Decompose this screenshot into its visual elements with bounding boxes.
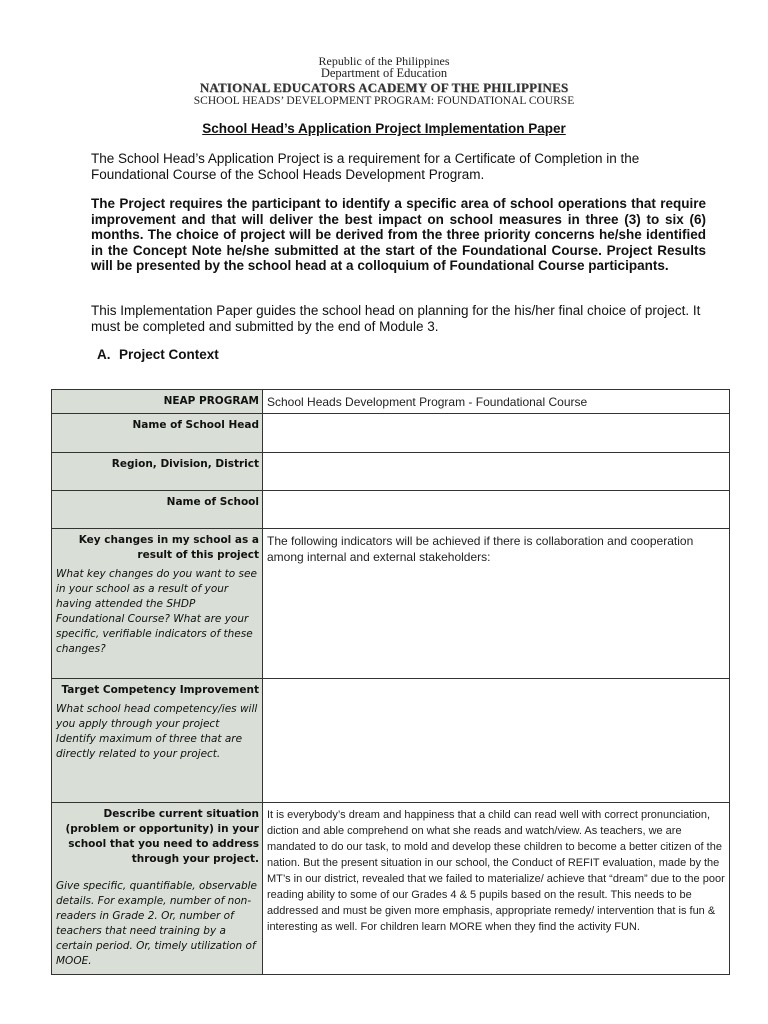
- table-row-school-head: [52, 414, 730, 453]
- situation-label: Describe current situation (problem or opportunity) in your school that you need to address through your project.: [65, 808, 259, 865]
- school-head-field[interactable]: [263, 414, 730, 453]
- section-a-title: Project Context: [119, 347, 219, 362]
- key-changes-prompt: What key changes do you want to see in your school as a result of your having attended the SHDP Foundational Course? What are your specific, verifiable indicators of these changes?: [56, 568, 257, 655]
- table-row-situation: [52, 803, 730, 975]
- table-row-region: [52, 453, 730, 491]
- table-row-school-name: [52, 491, 730, 529]
- neap-program-label: NEAP PROGRAM: [163, 395, 259, 407]
- neap-program-label-cell: [52, 390, 263, 414]
- situation-field[interactable]: It is everybody’s dream and happiness that a child can read well with correct pronunciation, diction and able comprehend on what she reads and watch/view. As teachers, we are mandated to do our task, to mold and develop these children to become a better citizen of the nation. But the present situation in our school, the Conduct of REFIT evaluation, made by the MT’s in our district, revealed that we failed to materialize/ achieve that “dream” due to the poor reading ability to some of our Grades 4 & 5 pupils based on the result. This needs to be addressed and must be given more emphasis, appropriate remedy/ intervention that is fun & interesting as well. For children learn MORE when they find the activity FUN.: [263, 803, 730, 975]
- document-title: School Head’s Application Project Implementation Paper: [202, 121, 566, 136]
- table-row-neap-program: [52, 390, 730, 414]
- intro-paragraph: The School Head’s Application Project is a requirement for a Certificate of Completion in the Foundational Course of the School Heads Development Program.: [91, 151, 640, 182]
- competency-label-cell: [52, 679, 263, 803]
- school-name-label-cell: [52, 491, 263, 529]
- section-a-heading: [97, 347, 219, 362]
- header-academy: NATIONAL EDUCATORS ACADEMY OF THE PHILIPPINES: [199, 80, 569, 95]
- region-label-cell: [52, 453, 263, 491]
- requirements-paragraph: The Project requires the participant to identify a specific area of school operations that require improvement and that will deliver the best impact on school measures in three (3) to six (6) months. The choice of project will be derived from the three priority concerns he/she identified in the Concept Note he/she submitted at the start of the Foundational Course. Project Results will be presented by the school head at a colloquium of Foundational Course participants.: [91, 196, 706, 273]
- competency-field[interactable]: [263, 679, 730, 803]
- school-name-field[interactable]: [263, 491, 730, 529]
- table-row-key-changes: [52, 529, 730, 679]
- key-changes-field[interactable]: The following indicators will be achieved if there is collaboration and cooperation among internal and external stakeholders:: [263, 529, 730, 679]
- region-label: Region, Division, District: [111, 458, 259, 470]
- project-context-table: [51, 389, 730, 975]
- school-name-label: Name of School: [166, 496, 259, 508]
- key-changes-label-cell: [52, 529, 263, 679]
- key-changes-label: Key changes in my school as a result of this project: [78, 534, 259, 561]
- section-a-letter: A.: [97, 347, 111, 362]
- school-head-label-cell: [52, 414, 263, 453]
- region-field[interactable]: [263, 453, 730, 491]
- situation-label-cell: [52, 803, 263, 975]
- header-department: Department of Education: [320, 66, 448, 80]
- situation-prompt: Give specific, quantifiable, observable details. For example, number of non-readers in Grade 2. Or, number of teachers that need training by a certain period. Or, timely utilization of MOOE.: [56, 880, 257, 967]
- table-row-competency: [52, 679, 730, 803]
- competency-prompt: What school head competency/ies will you apply through your project Identify maximum of three that are directly related to your project.: [56, 703, 258, 760]
- school-head-label: Name of School Head: [132, 419, 259, 431]
- header-program: SCHOOL HEADS’ DEVELOPMENT PROGRAM: FOUNDATIONAL COURSE: [193, 95, 575, 107]
- header-republic: Republic of the Philippines: [318, 54, 450, 68]
- competency-label: Target Competency Improvement: [61, 684, 259, 696]
- neap-program-value[interactable]: School Heads Development Program - Foundational Course: [263, 390, 730, 414]
- guidance-paragraph: This Implementation Paper guides the school head on planning for the his/her final choice of project. It must be completed and submitted by the end of Module 3.: [91, 303, 701, 334]
